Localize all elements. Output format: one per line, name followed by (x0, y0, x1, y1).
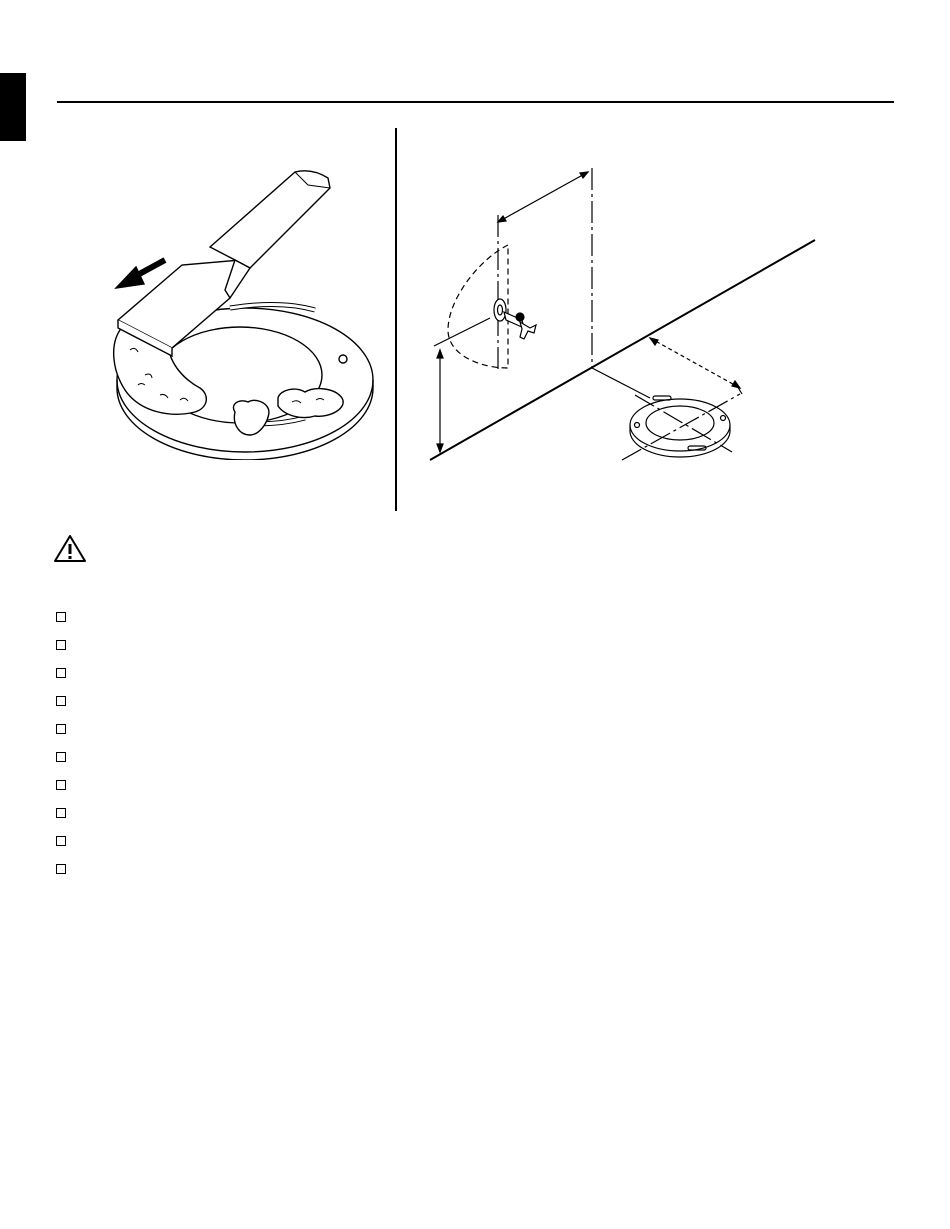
checklist-item (56, 696, 66, 724)
checklist-item (56, 836, 66, 864)
scraper-flange-illustration (90, 150, 385, 460)
checkbox-icon[interactable] (56, 696, 66, 706)
rough-in-diagram (420, 150, 830, 470)
checkbox-icon[interactable] (56, 808, 66, 818)
checkbox-icon[interactable] (56, 724, 66, 734)
checklist-item (56, 864, 66, 892)
direction-arrow (116, 260, 165, 288)
checkbox-icon[interactable] (56, 836, 66, 846)
checklist-item (56, 808, 66, 836)
column-divider (395, 128, 397, 511)
checkbox-icon[interactable] (56, 612, 66, 622)
checkbox-icon[interactable] (56, 864, 66, 874)
checkbox-icon[interactable] (56, 640, 66, 650)
wall-floor-line (430, 240, 815, 460)
checklist-item (56, 780, 66, 808)
header-rule (57, 101, 894, 103)
supply-offset-dimension (498, 172, 588, 222)
checklist-item (56, 752, 66, 780)
section-tab (0, 73, 26, 141)
checklist-item (56, 724, 66, 752)
supply-valve-icon (494, 299, 536, 339)
checklist-item (56, 612, 66, 640)
checkbox-icon[interactable] (56, 668, 66, 678)
checkbox-icon[interactable] (56, 752, 66, 762)
checkbox-icon[interactable] (56, 780, 66, 790)
warning-triangle-icon (53, 534, 87, 564)
checklist-item (56, 640, 66, 668)
checklist (56, 612, 66, 892)
checklist-item (56, 668, 66, 696)
floor-flange-icon (622, 394, 740, 460)
